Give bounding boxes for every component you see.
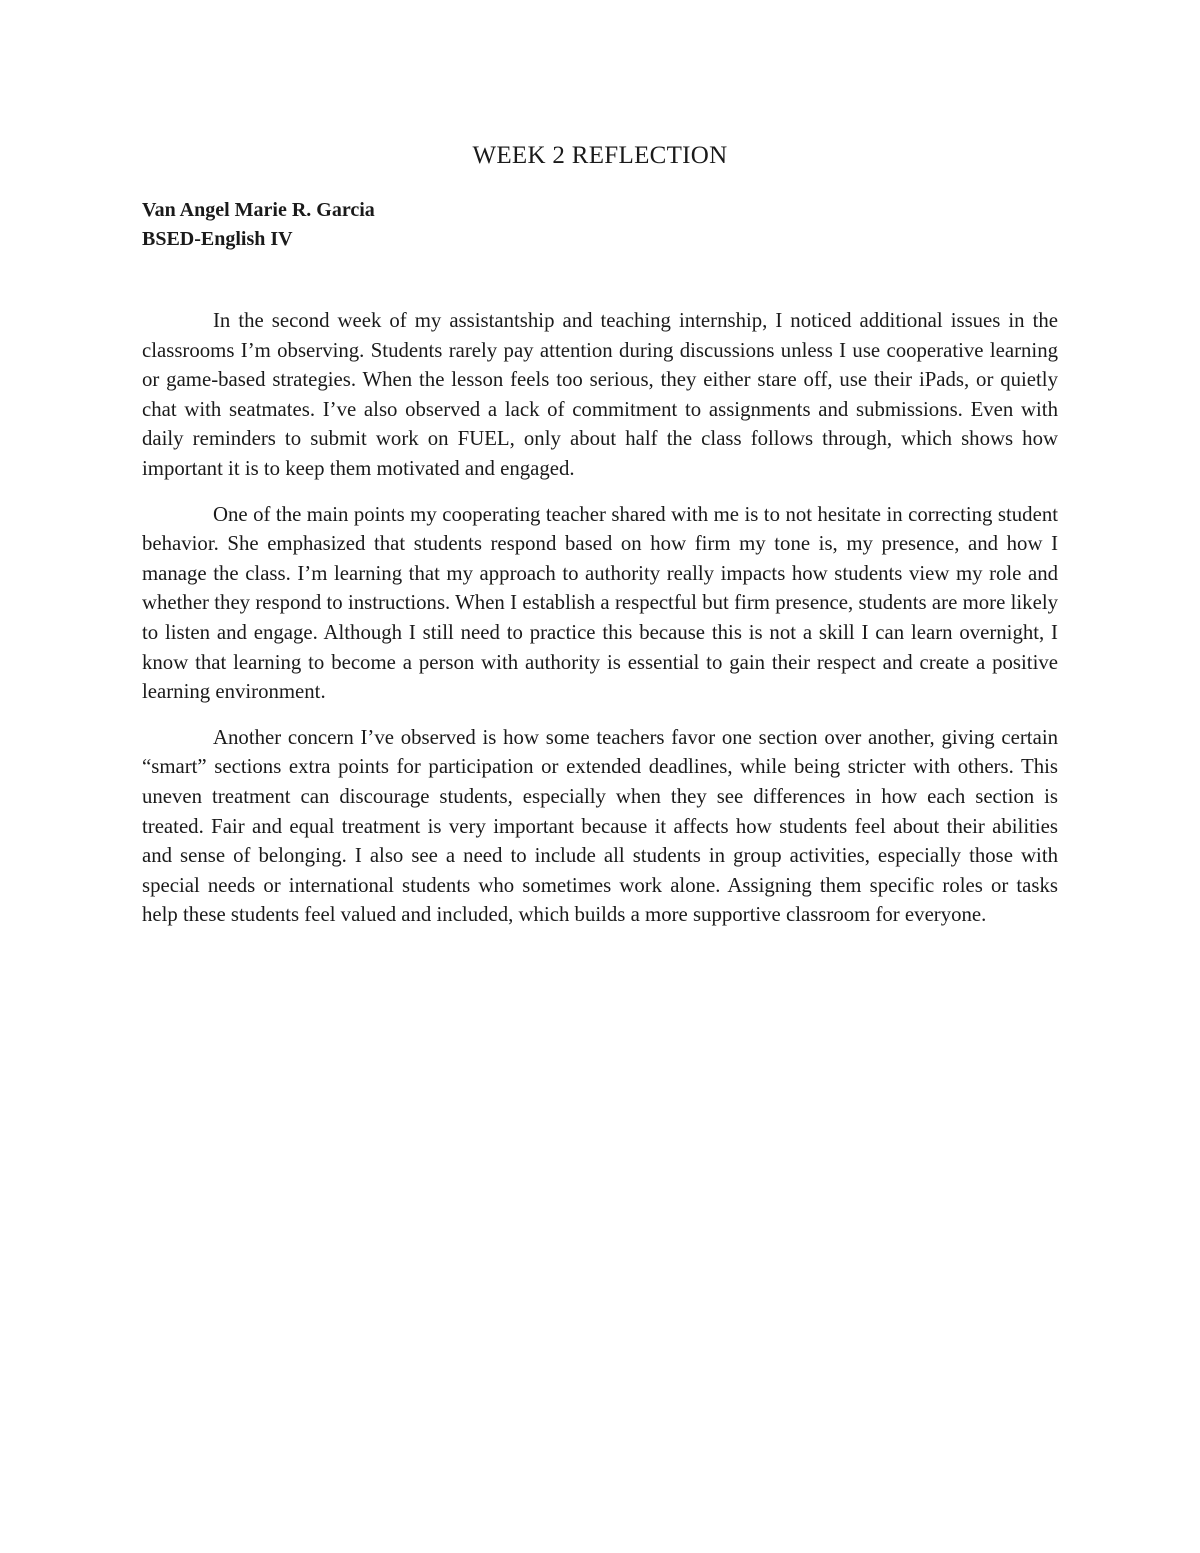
paragraph-1: In the second week of my assistantship and teaching internship, I noticed additional issues in the classrooms I’m observing. Students rarely pay attention during discussions unless I use cooperative learning or game-based strategies. When the lesson feels too serious, they either stare off, use their iPads, or quietly chat with seatmates. I’ve also observed a lack of commitment to assignments and submissions. Even with daily reminders to submit work on FUEL, only about half the class follows through, which shows how important it is to keep them motivated and engaged. (142, 309, 1058, 480)
document-title: WEEK 2 REFLECTION (472, 142, 728, 169)
author-name: Van Angel Marie R. Garcia (142, 199, 375, 221)
paragraph-3: Another concern I’ve observed is how some teachers favor one section over another, giving certain “smart” sections extra points for participation or extended deadlines, while being stricter with others. This uneven treatment can discourage students, especially when they see differences in how each section is treated. Fair and equal treatment is very important because it affects how students feel about their abilities and sense of belonging. I also see a need to include all students in group activities, especially those with special needs or international students who sometimes work alone. Assigning them specific roles or tasks help these students feel valued and included, which builds a more supportive classroom for everyone. (142, 725, 1058, 927)
paragraph-2: One of the main points my cooperating teacher shared with me is to not hesitate in correcting student behavior. She emphasized that students respond based on how firm my tone is, my presence, and how I manage the class. I’m learning that my approach to authority really impacts how students view my role and whether they respond to instructions. When I establish a respectful but firm presence, students are more likely to listen and engage. Although I still need to practice this because this is not a skill I can learn overnight, I know that learning to become a person with authority is essential to gain their respect and create a positive learning environment. (142, 502, 1058, 704)
reflection-body (142, 306, 1058, 946)
author-block (142, 196, 375, 254)
author-program: BSED-English IV (142, 228, 293, 250)
